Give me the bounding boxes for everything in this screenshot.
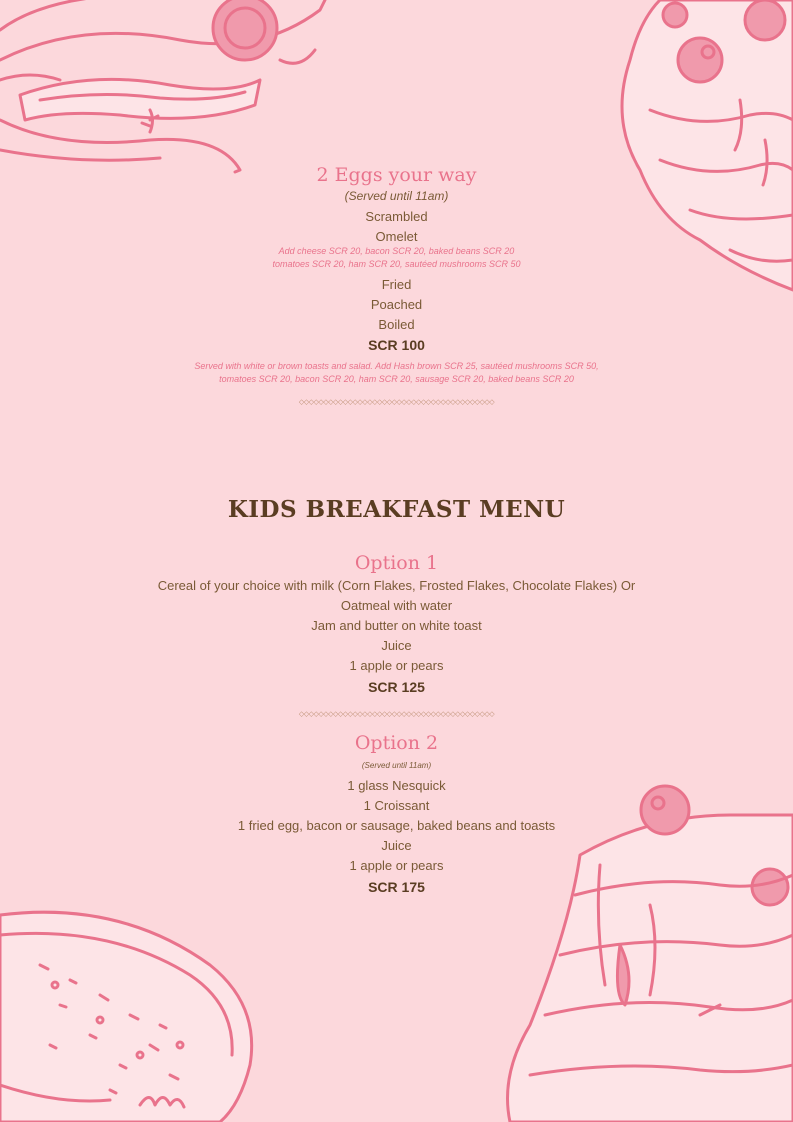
eggs-item: Omelet [375, 229, 418, 244]
eggs-heading: 2 Eggs your way [316, 164, 477, 186]
option2-item: 1 fried egg, bacon or sausage, baked beans and toasts [237, 818, 556, 833]
eggs-item: Scrambled [365, 209, 428, 224]
option1-item: Juice [381, 638, 412, 653]
divider: ◇◇◇◇◇◇◇◇◇◇◇◇◇◇◇◇◇◇◇◇◇◇◇◇◇◇◇◇◇◇◇◇◇◇◇◇◇◇◇◇ [298, 710, 495, 718]
option1-item: 1 apple or pears [349, 658, 444, 673]
eggs-note: Served with white or brown toasts and salad. Add Hash brown SCR 25, sautéed mushrooms SCR 50, [194, 361, 599, 371]
option2-price: SCR 175 [368, 879, 425, 895]
eggs-item: Boiled [378, 317, 415, 332]
option2-item: 1 apple or pears [349, 858, 444, 873]
eggs-item: Fried [381, 277, 412, 292]
option1-item: Jam and butter on white toast [311, 618, 482, 633]
omelet-note: Add cheese SCR 20, bacon SCR 20, baked beans SCR 20 [278, 246, 515, 256]
option2-item: 1 glass Nesquick [347, 778, 446, 793]
eggs-item: Poached [370, 297, 423, 312]
eggs-note: tomatoes SCR 20, bacon SCR 20, ham SCR 20, sausage SCR 20, baked beans SCR 20 [219, 374, 574, 384]
option2-served-time: (Served until 11am) [361, 761, 432, 770]
option1-price: SCR 125 [368, 679, 425, 695]
option2-item: Juice [381, 838, 412, 853]
option2-item: 1 Croissant [363, 798, 430, 813]
omelet-note: tomatoes SCR 20, ham SCR 20, sautéed mushrooms SCR 50 [272, 259, 521, 269]
option1-item: Cereal of your choice with milk (Corn Flakes, Frosted Flakes, Chocolate Flakes) Or [157, 578, 636, 593]
divider: ◇◇◇◇◇◇◇◇◇◇◇◇◇◇◇◇◇◇◇◇◇◇◇◇◇◇◇◇◇◇◇◇◇◇◇◇◇◇◇◇ [298, 398, 495, 406]
option1-item: Oatmeal with water [340, 598, 453, 613]
option2-heading: Option 2 [354, 732, 439, 754]
kids-menu-title: KIDS BREAKFAST MENU [227, 496, 566, 523]
eggs-served-time: (Served until 11am) [344, 189, 449, 203]
eggs-price: SCR 100 [368, 337, 425, 353]
option1-heading: Option 1 [354, 552, 439, 574]
sandwich-illustration [0, 0, 330, 175]
toast-illustration [0, 905, 270, 1122]
